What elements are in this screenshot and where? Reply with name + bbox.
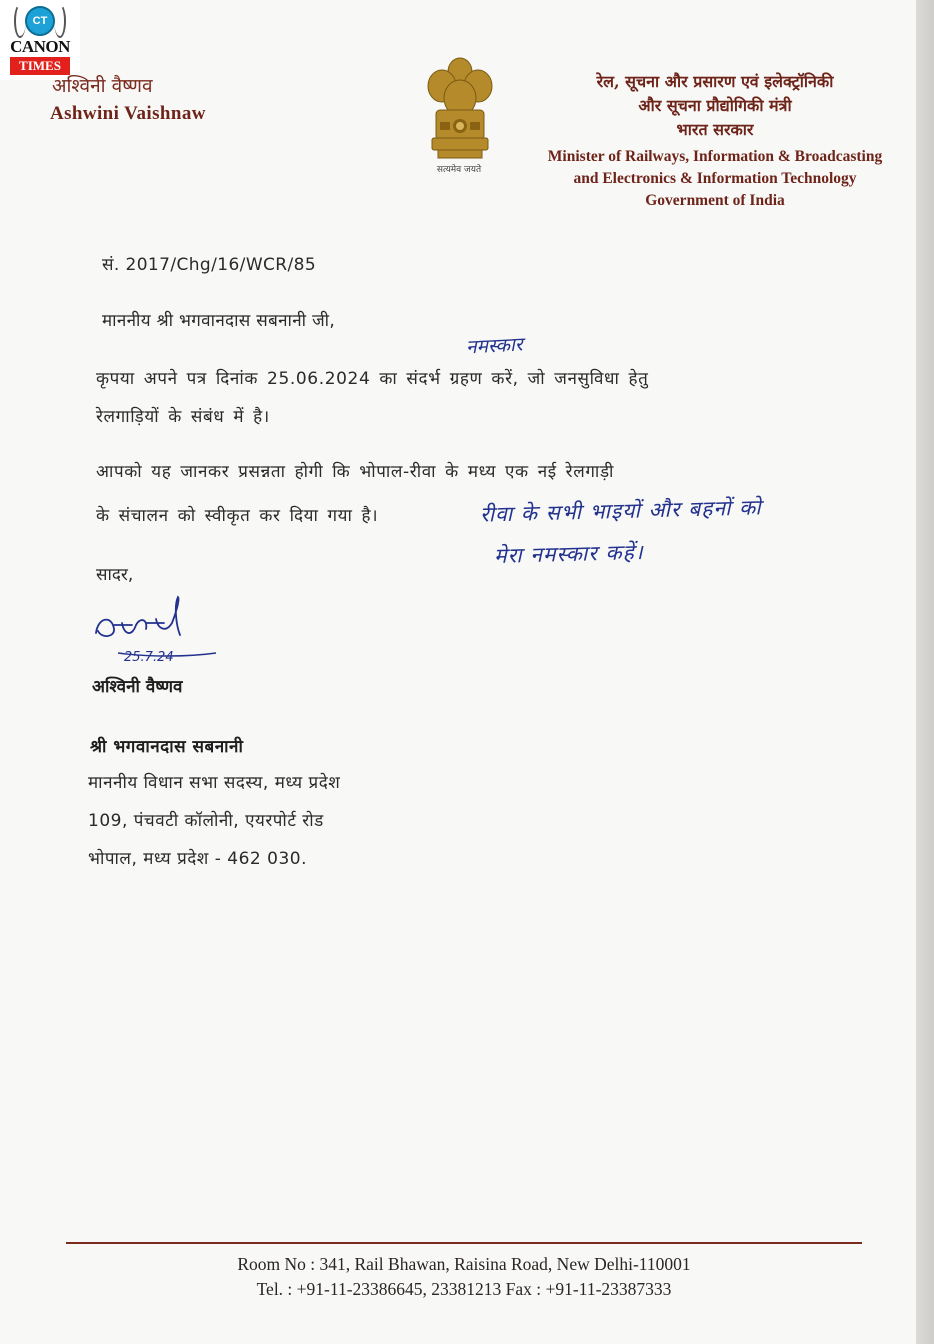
closing: सादर, [96, 565, 134, 585]
paragraph-line: रेलगाड़ियों के संबंध में है। [96, 407, 270, 427]
handwritten-note: रीवा के सभी भाइयों और बहनों को [479, 495, 763, 527]
ministry-hindi-line: रेल, सूचना और प्रसारण एवं इलेक्ट्रॉनिकी [596, 72, 834, 91]
footer-address: Room No : 341, Rail Bhawan, Raisina Road, New Delhi-110001 [237, 1254, 691, 1274]
paragraph-line: कृपया अपने पत्र दिनांक 25.06.2024 का संदर्भ ग्रहण करें, जो जनसुविधा हेतु [96, 369, 649, 389]
signer-name: अश्विनी वैष्णव [92, 677, 183, 697]
logo-subname: TIMES [10, 57, 70, 75]
national-emblem-icon [418, 50, 502, 178]
recipient-name: श्री भगवानदास सबनानी [90, 737, 244, 757]
emblem-motto: सत्यमेव जयते [436, 165, 482, 175]
page-edge [916, 0, 934, 1344]
canon-times-logo [0, 0, 80, 80]
sender-name-hindi: अश्विनी वैष्णव [52, 75, 153, 97]
signature-date: 25.7.24 [124, 650, 174, 665]
paragraph-line: आपको यह जानकर प्रसन्नता होगी कि भोपाल-रीवा के मध्य एक नई रेलगाड़ी [96, 462, 615, 482]
wreath-icon [54, 4, 66, 38]
salutation: माननीय श्री भगवानदास सबनानी जी, [102, 311, 336, 331]
ministry-hindi-line: और सूचना प्रौद्योगिकी मंत्री [638, 96, 792, 115]
ministry-english-line: Government of India [645, 192, 785, 209]
recipient-address-line: 109, पंचवटी कॉलोनी, एयरपोर्ट रोड [88, 811, 324, 831]
handwritten-note: मेरा नमस्कार कहें। [493, 540, 645, 568]
ministry-block [540, 70, 890, 212]
ministry-english-line: Minister of Railways, Information & Broadcasting [547, 148, 883, 165]
footer-contact: Tel. : +91-11-23386645, 23381213 Fax : +91-11-23387333 [256, 1279, 672, 1299]
ministry-english-line: and Electronics & Information Technology [573, 170, 857, 187]
logo-name: CANON [10, 37, 70, 56]
footer-divider [66, 1242, 862, 1244]
recipient-address-line: माननीय विधान सभा सदस्य, मध्य प्रदेश [88, 773, 341, 793]
handwritten-greeting: नमस्कार [465, 333, 524, 359]
sender-name-english: Ashwini Vaishnaw [50, 103, 206, 124]
recipient-address-line: भोपाल, मध्य प्रदेश - 462 030. [88, 849, 307, 869]
reference-number: सं. 2017/Chg/16/WCR/85 [102, 255, 317, 275]
paragraph-line: के संचालन को स्वीकृत कर दिया गया है। [96, 506, 379, 526]
logo-mark: CT [25, 6, 55, 36]
ministry-hindi-line: भारत सरकार [676, 120, 754, 139]
